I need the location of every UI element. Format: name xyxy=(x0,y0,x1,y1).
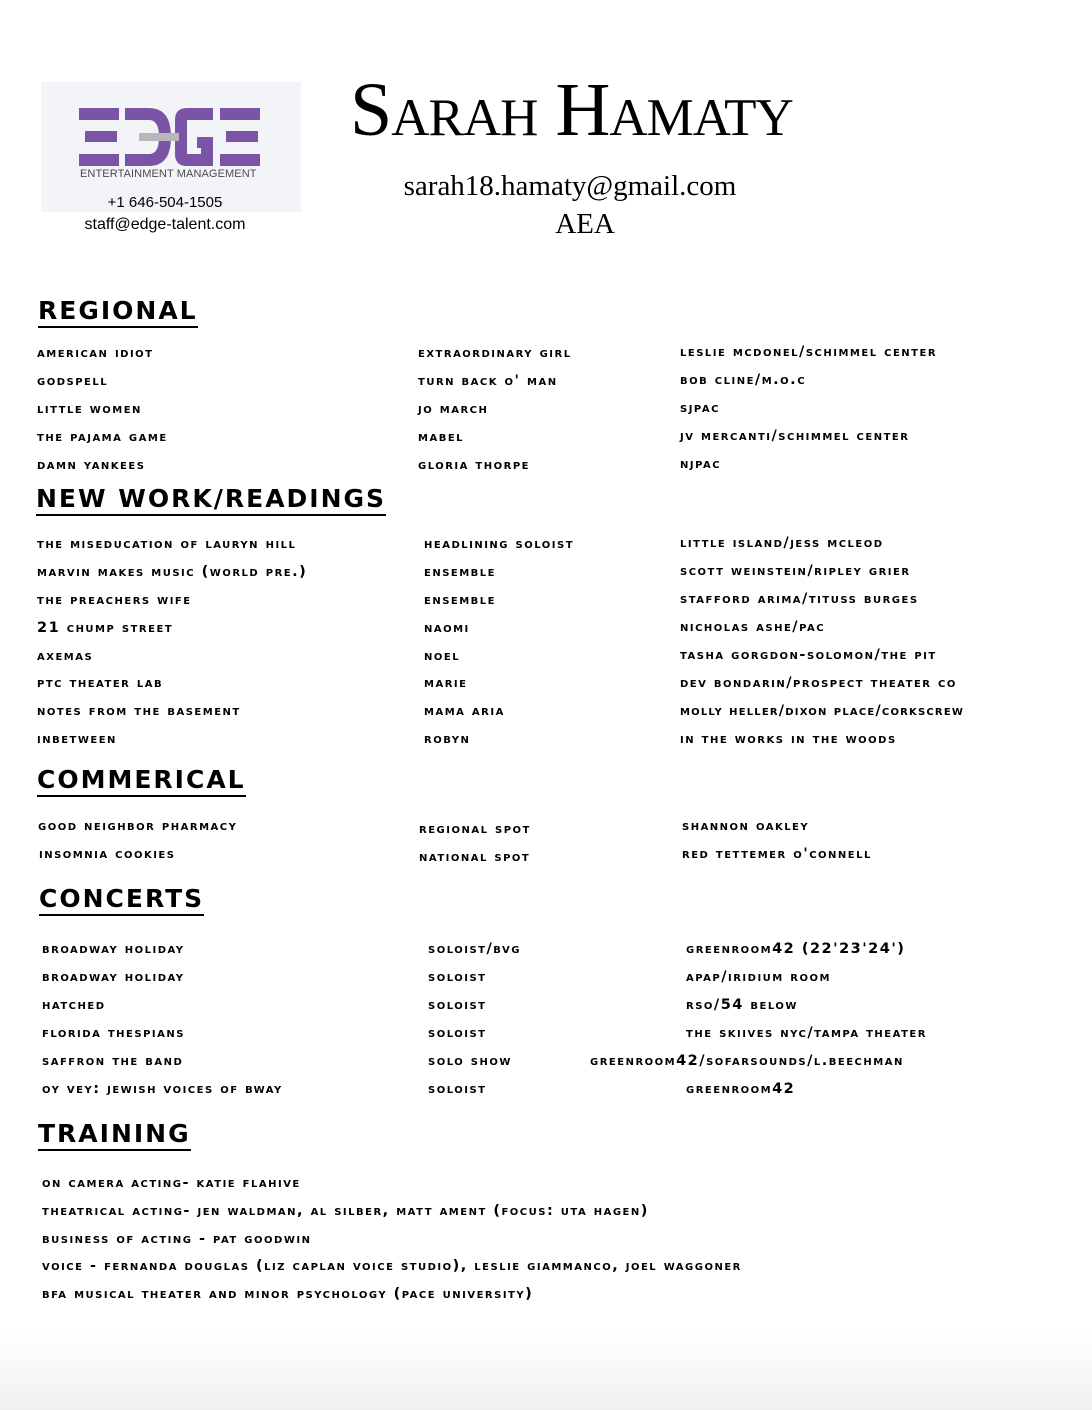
credit-venue: rso/54 below xyxy=(686,997,798,1013)
credit-show: broadway holiday xyxy=(42,941,185,957)
agency-phone: +1 646-504-1505 xyxy=(107,194,223,211)
credit-venue: in the works in the woods xyxy=(680,731,897,747)
credit-role: headlining soloist xyxy=(424,536,575,552)
agency-email: staff@edge-talent.com xyxy=(84,216,246,233)
edge-logo-icon xyxy=(79,108,261,166)
credit-show: insomnia cookies xyxy=(39,846,176,862)
credit-role: gloria thorpe xyxy=(418,457,530,473)
credit-show: axemas xyxy=(37,648,94,664)
credit-venue: bob cline/m.o.c xyxy=(680,372,807,388)
credit-show: the miseducation of lauryn hill xyxy=(37,536,297,552)
credit-venue: njpac xyxy=(680,456,722,472)
credit-venue: tasha gorgdon-solomon/the pit xyxy=(680,647,937,663)
credit-venue: dev bondarin/prospect theater co xyxy=(680,675,957,691)
agency-tagline: ENTERTAINMENT MANAGEMENT xyxy=(80,168,257,180)
training-line: theatrical acting- jen waldman, al silber, matt ament (focus: uta hagen) xyxy=(42,1203,649,1219)
actor-name: Sarah Hamaty xyxy=(350,68,793,152)
credit-role: soloist xyxy=(428,1025,487,1041)
credit-show: american idiot xyxy=(37,345,154,361)
credit-venue: molly heller/dixon place/corkscrew xyxy=(680,703,965,719)
credit-venue: nicholas ashe/pac xyxy=(680,619,826,635)
credit-role: soloist xyxy=(428,997,487,1013)
credit-venue: little island/jess mcleod xyxy=(680,535,884,551)
credit-venue: the skiives nyc/tampa theater xyxy=(686,1025,927,1041)
credit-show: little women xyxy=(37,401,142,417)
credit-show: florida thespians xyxy=(42,1025,185,1041)
section-heading-training: TRAINING xyxy=(38,1121,191,1151)
credit-show: 21 chump street xyxy=(37,620,174,636)
credit-role: jo march xyxy=(418,401,489,417)
credit-role: mama aria xyxy=(424,703,505,719)
credit-role: turn back o' man xyxy=(418,373,558,389)
credit-show: good neighbor pharmacy xyxy=(38,818,238,834)
credit-venue: jv mercanti/schimmel center xyxy=(680,428,910,444)
credit-show: notes from the basement xyxy=(37,703,241,719)
credit-venue: greenroom42 xyxy=(686,1081,796,1097)
credit-show: godspell xyxy=(37,373,109,389)
credit-role: ensemble xyxy=(424,592,497,608)
training-line: voice - fernanda douglas (liz caplan voice studio), leslie giammanco, joel waggoner xyxy=(42,1258,742,1274)
section-heading-new-work: NEW WORK/READINGS xyxy=(36,486,386,516)
credit-role: soloist xyxy=(428,969,487,985)
union-affiliation: AEA xyxy=(555,208,615,240)
credit-role: naomi xyxy=(424,620,470,636)
credit-venue: stafford arima/tituss burges xyxy=(680,591,919,607)
credit-venue: apap/iridium room xyxy=(686,969,831,985)
section-heading-regional: REGIONAL xyxy=(38,298,198,328)
credit-venue: red tettemer o'connell xyxy=(682,846,872,862)
credit-venue: leslie mcdonel/schimmel center xyxy=(680,344,938,360)
credit-role: soloist xyxy=(428,1081,487,1097)
credit-show: the pajama game xyxy=(37,429,168,445)
credit-show: damn yankees xyxy=(37,457,146,473)
credit-show: broadway holiday xyxy=(42,969,185,985)
training-line: business of acting - pat goodwin xyxy=(42,1231,312,1247)
credit-role: soloist/bvg xyxy=(428,941,521,957)
credit-role: robyn xyxy=(424,731,471,747)
actor-email: sarah18.hamaty@gmail.com xyxy=(403,170,737,202)
credit-venue: shannon oakley xyxy=(682,818,810,834)
credit-role: marie xyxy=(424,675,468,691)
credit-role: ensemble xyxy=(424,564,497,580)
credit-role: regional spot xyxy=(419,821,531,837)
credit-venue: scott weinstein/ripley grier xyxy=(680,563,911,579)
credit-show: the preachers wife xyxy=(37,592,192,608)
section-heading-concerts: CONCERTS xyxy=(39,886,204,916)
credit-role: national spot xyxy=(419,849,531,865)
training-line: bfa musical theater and minor psychology (pace university) xyxy=(42,1286,534,1302)
credit-role: noel xyxy=(424,648,461,664)
credit-show: oy vey: jewish voices of bway xyxy=(42,1081,283,1097)
credit-show: marvin makes music (world pre.) xyxy=(37,564,308,580)
credit-venue: greenroom42 (22'23'24') xyxy=(686,941,906,957)
credit-show: ptc theater lab xyxy=(37,675,164,691)
credit-show: saffron the band xyxy=(42,1053,184,1069)
credit-show: inbetween xyxy=(37,731,117,747)
training-line: on camera acting- katie flahive xyxy=(42,1175,301,1191)
credit-role: extraordinary girl xyxy=(418,345,572,361)
section-heading-commercial: COMMERICAL xyxy=(37,767,246,797)
credit-role: solo show xyxy=(428,1053,512,1069)
credit-venue: greenroom42/sofarsounds/l.beechman xyxy=(590,1053,904,1069)
credit-role: mabel xyxy=(418,429,465,445)
credit-show: hatched xyxy=(42,997,106,1013)
credit-venue: sjpac xyxy=(680,400,720,416)
agency-logo-box xyxy=(41,82,301,212)
